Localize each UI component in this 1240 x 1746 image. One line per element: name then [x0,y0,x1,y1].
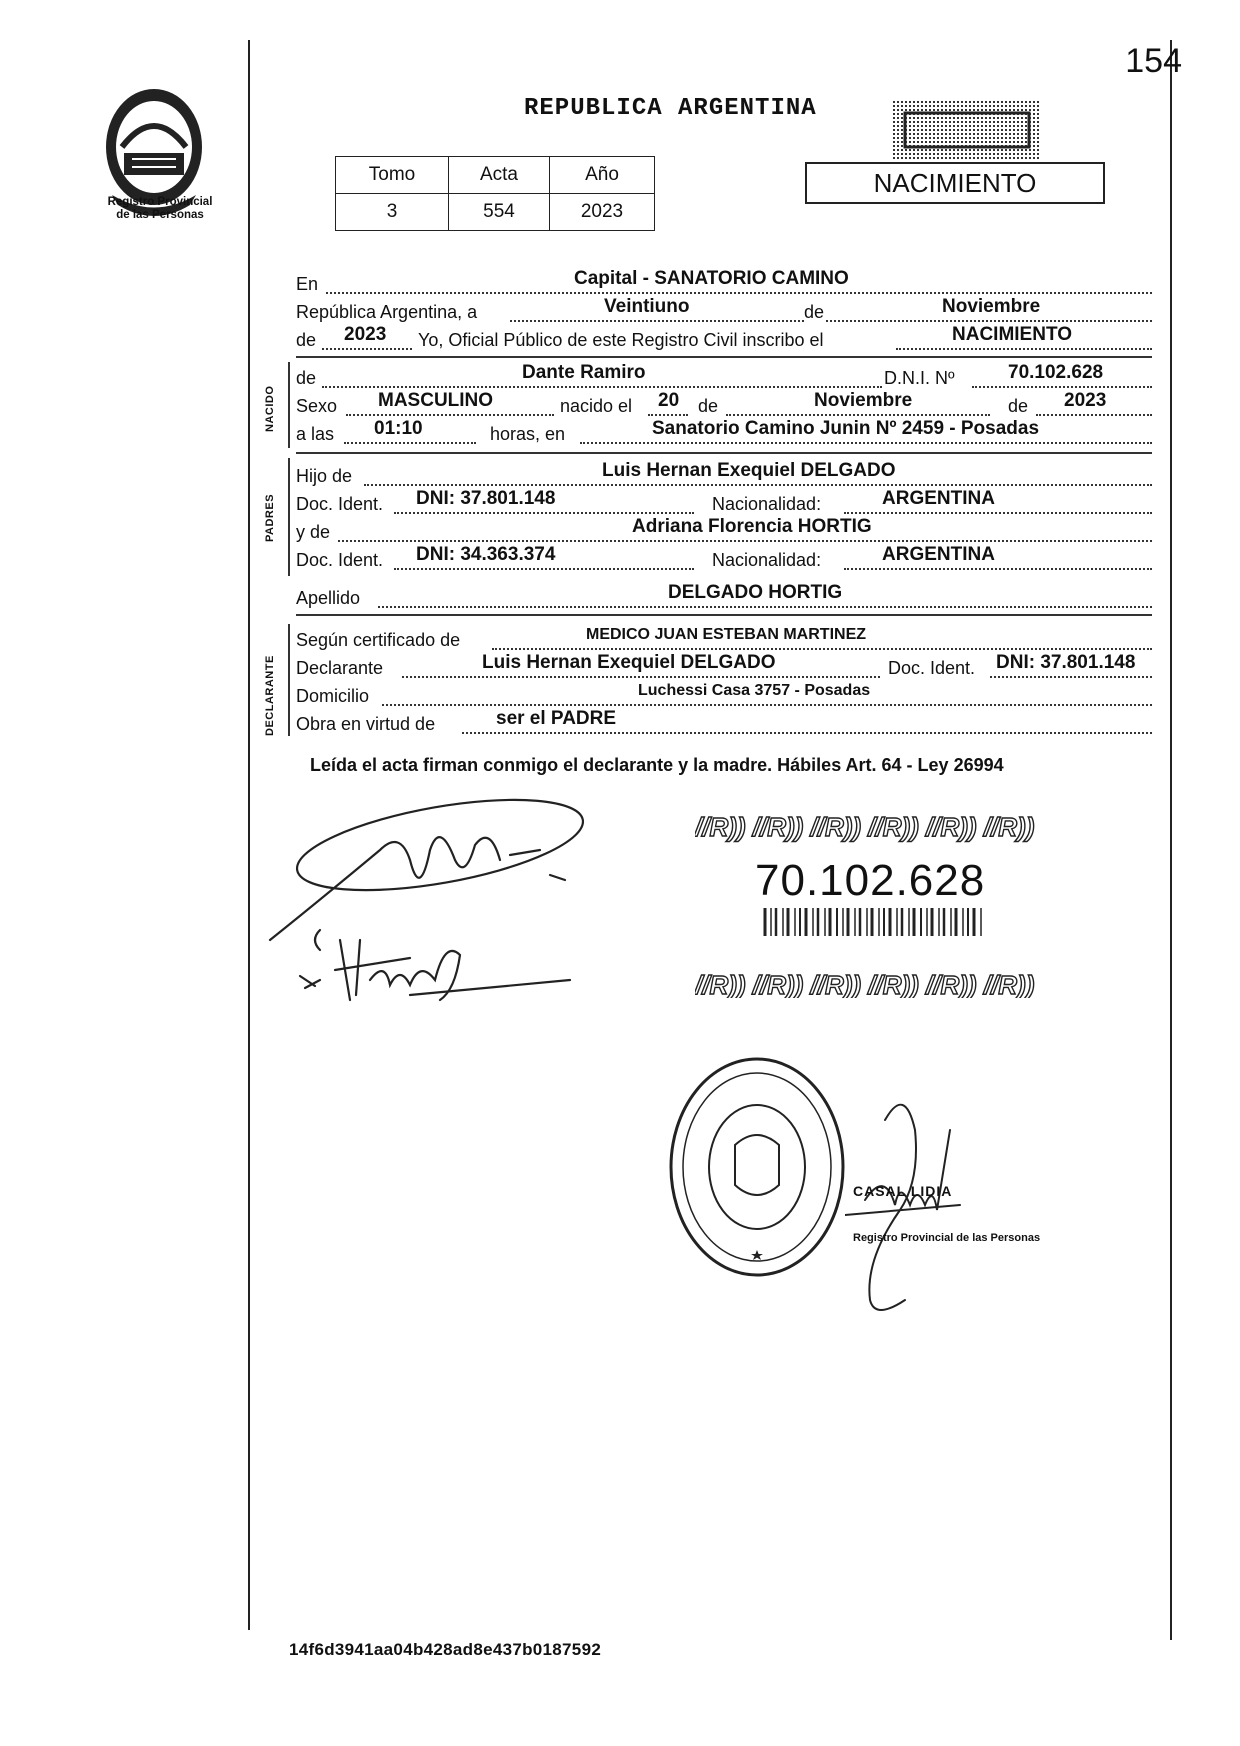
svg-text://R)) //R)) //R)) //R)) //R)): //R)) //R)) //R)) //R)) //R)) //R)) [695,812,1035,842]
dotted-line [326,292,1152,294]
en-label: En [296,274,319,294]
nacido-section [258,362,288,448]
dotted-line [382,704,1152,706]
horas-label: horas, en [490,424,566,444]
separator-line [296,452,1152,454]
document-hash: 14f6d3941aa04b428ad8e437b0187592 [289,1640,602,1659]
row-obra [296,710,1152,738]
birth-place: Sanatorio Camino Junin Nº 2459 - Posadas [652,418,1040,439]
nacido-label: NACIDO [264,385,276,432]
section-bar [288,458,290,576]
row-madre-doc [296,546,1152,574]
registry-label-line2: de las Personas [116,209,204,221]
sexo-value: MASCULINO [378,390,494,411]
dotted-line [344,442,476,444]
dotted-line [322,348,412,350]
closing-statement: Leída el acta firman conmigo el declarante y la madre. Hábiles Art. 64 - Ley 26994 [310,755,1004,775]
birth-hour: 01:10 [374,418,423,439]
dotted-line [844,512,1152,514]
dotted-line [510,320,1152,322]
birth-year: 2023 [1064,390,1107,411]
svg-text://R)) //R)) //R)) //R)) //R)): //R)) //R)) //R)) //R)) //R)) //R)) [695,970,1035,998]
child-name: Dante Ramiro [522,362,646,383]
row-year [296,326,1152,354]
right-margin-line [1170,40,1172,1640]
doc-ident-label: Doc. Ident. [296,494,384,514]
dotted-line [972,386,1152,388]
acta-header: Acta [449,157,550,194]
mother-nationality: ARGENTINA [882,544,995,565]
nacionalidad-label: Nacionalidad: [712,550,822,570]
row-domicilio [296,682,1152,710]
dotted-line [462,732,1152,734]
child-dni: 70.102.628 [1008,362,1104,383]
row-declarante [296,654,1152,682]
de-label: de [1008,396,1029,416]
declarante-label: DECLARANTE [264,655,276,736]
act-value: NACIMIENTO [952,324,1072,345]
nacido-el-label: nacido el [560,396,633,416]
dotted-line [726,414,990,416]
row-en [296,270,1152,298]
official-seal-icon [665,1055,850,1280]
statement-text: Yo, Oficial Público de este Registro Civil inscribo el [418,330,824,350]
de-label: de [698,396,719,416]
dni-label: D.N.I. Nº [884,368,955,388]
anio-value: 2023 [550,194,655,231]
day-word: Veintiuno [604,296,690,317]
dotted-line [844,568,1152,570]
row-apellido [296,584,1152,612]
row-nacido-hora [296,420,1152,448]
row-nacido-sexo [296,392,1152,420]
obra-value: ser el PADRE [496,708,617,729]
declarante-section [258,624,288,736]
year-value: 2023 [344,324,387,345]
document-title: REPUBLICA ARGENTINA [524,95,817,122]
mother-doc: DNI: 34.363.374 [416,544,556,565]
father-nationality: ARGENTINA [882,488,995,509]
separator-line [296,356,1152,358]
doc-ident-label: Doc. Ident. [296,550,384,570]
seal-registry-name: Registro Provincial de las Personas [853,1232,1041,1244]
apellido-label: Apellido [296,588,361,608]
dotted-line [346,414,554,416]
dotted-line [1036,414,1152,416]
declarante-row-label: Declarante [296,658,384,678]
padres-section [258,458,288,576]
republica-label: República Argentina, a [296,302,478,322]
stamp-dni: 70.102.628 [755,856,986,905]
acta-value: 554 [449,194,550,231]
domicilio-value: Luchessi Casa 3757 - Posadas [638,682,871,699]
section-bar [288,624,290,736]
birth-day: 20 [658,390,680,411]
dotted-line [338,540,1152,542]
section-bar [288,362,290,448]
certificado-value: MEDICO JUAN ESTEBAN MARTINEZ [586,626,867,643]
declarante-name: Luis Hernan Exequiel DELGADO [482,652,776,673]
tomo-header: Tomo [336,157,449,194]
left-margin-line [248,40,250,1630]
anio-header: Año [550,157,655,194]
row-padre [296,462,1152,490]
nacionalidad-label: Nacionalidad: [712,494,822,514]
registry-label-line1: Registro Provincial [107,196,213,208]
dotted-line [322,386,882,388]
dotted-line [580,442,1152,444]
official-signature-icon [845,1090,965,1320]
tomo-value: 3 [336,194,449,231]
dotted-line [394,512,694,514]
y-de-label: y de [296,522,331,542]
obra-label: Obra en virtud de [296,714,436,734]
seal-official-name: CASAL LIDIA [853,1183,953,1199]
hora-label: a las [296,424,335,444]
registry-label [80,196,240,222]
domicilio-label: Domicilio [296,686,370,706]
birth-month: Noviembre [814,390,913,411]
de-label: de [296,368,317,388]
national-emblem-icon [893,101,1041,159]
separator-line [296,614,1152,616]
dotted-line [896,348,1152,350]
father-doc: DNI: 37.801.148 [416,488,556,509]
row-republica [296,298,1152,326]
padres-label: PADRES [264,493,276,542]
sexo-label: Sexo [296,396,338,416]
reference-table [335,156,655,231]
row-certificado [296,626,1152,654]
dotted-line [648,414,688,416]
year-prefix: de [296,330,317,350]
certificado-label: Según certificado de [296,630,461,650]
signatures-icon [260,790,620,1010]
dotted-line [394,568,694,570]
act-type-box: NACIMIENTO [805,162,1105,204]
place-value: Capital - SANATORIO CAMINO [574,268,849,289]
row-madre [296,518,1152,546]
dotted-line [402,676,880,678]
page-number: 154 [1125,42,1182,80]
row-padre-doc [296,490,1152,518]
doc-ident-label: Doc. Ident. [888,658,976,678]
father-name: Luis Hernan Exequiel DELGADO [602,460,896,481]
de-label: de [804,302,825,322]
apellido-value: DELGADO HORTIG [668,582,843,603]
dotted-line [492,648,1152,650]
declarante-doc: DNI: 37.801.148 [996,652,1136,673]
dotted-line [378,606,1152,608]
mother-name: Adriana Florencia HORTIG [632,516,872,537]
dotted-line [364,484,1152,486]
row-nacido-name [296,364,1152,392]
dotted-line [990,676,1152,678]
hijo-de-label: Hijo de [296,466,353,486]
month-value: Noviembre [942,296,1041,317]
